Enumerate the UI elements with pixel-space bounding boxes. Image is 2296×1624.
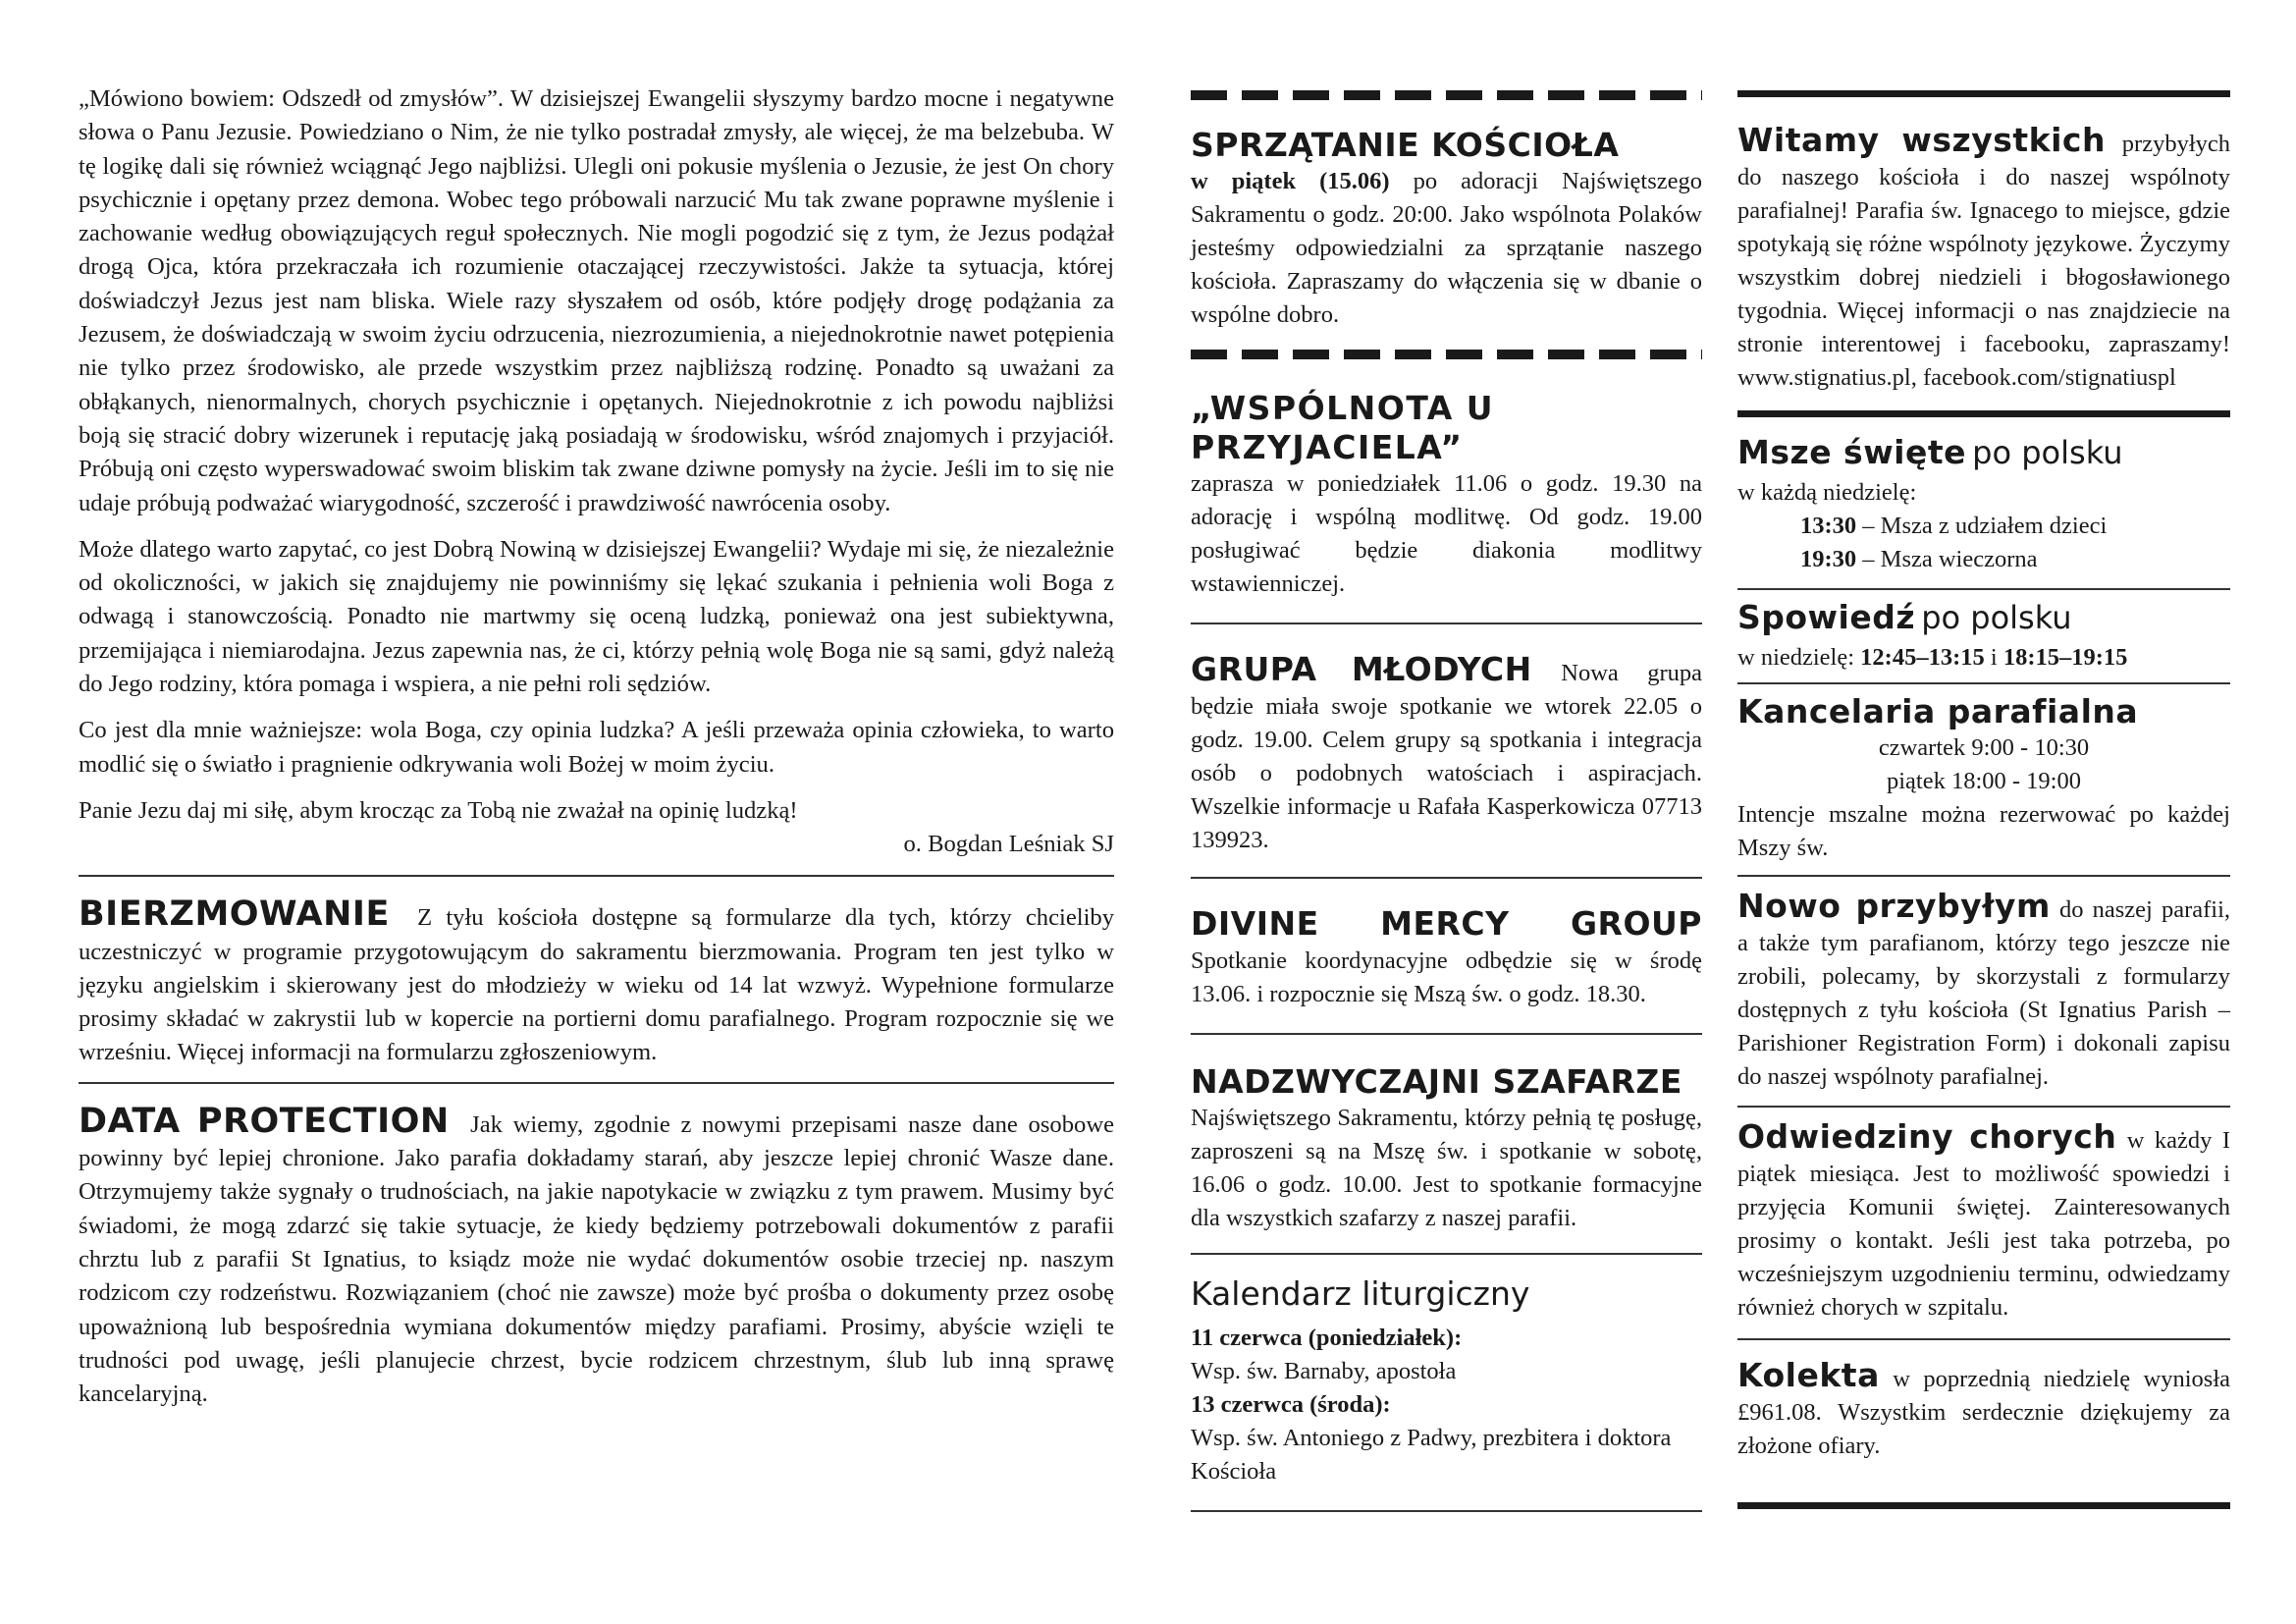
bierzmowanie-section [79,894,1114,1069]
divine-text: Spotkanie koordynacyjne odbędzie się w środę 13.06. i rozpocznie się Mszą św. o godz. 18.30. [1191,947,1702,1007]
divider [1737,875,2230,877]
divider [1191,1253,1702,1255]
divider [1191,1033,1702,1035]
divider [1737,1106,2230,1108]
divider [79,875,1114,877]
szafarze-title: NADZWYCZAJNI SZAFARZE [1191,1062,1682,1101]
nowo-title: Nowo przybyłym [1737,887,2051,925]
witamy-text: przybyłych do naszego kościoła i do naszej wspólnoty parafialnej! Parafia św. Ignacego to miejsce, gdzie spotykają się różne wspólnoty językowe. Życzymy wszystkim dobrej niedzieli i błogosławionego tygodnia. Więcej informacji o nas znajdziecie na stronie interentowej i facebooku, zapraszamy! www.stignatius.pl, facebook.com/stignatiuspl [1737,131,2230,391]
spowiedz-title-light: po polsku [1921,599,2072,636]
kolekta-text: w poprzednią niedzielę wyniosła £961.08. Wszystkim serdecznie dziękujemy za złożone ofiary. [1737,1366,2231,1459]
spowiedz-time-2: 18:15–19:15 [2002,644,2128,671]
kalendarz-text-1: Wsp. św. Barnaby, apostoła [1191,1358,1457,1384]
nowo-section [1737,887,2230,1094]
spowiedz-pre: w niedzielę: [1737,644,1855,671]
data-protection-text: Jak wiemy, zgodnie z nowymi przepisami nasze dane osobowe powinny być lepiej chronione. Jako parafia dokładamy starań, aby jeszcze lepiej chronić Wasze dane. Otrzymujemy także sygnały o trudnościach, na jakie napotykacie w związku z tym prawem. Musimy być świadomi, że mogą zdarzć się takie sytuacje, że kiedy będziemy potrzebowali dokumentów z parafii chrztu lub z parafii St Ignatius, to ksiądz może nie wydać dokumentów osobie trzeciej np. naszym rodzicom czy rodzeństwu. Rozwiązaniem (choć nie zawsze) może być prośba o dokumenty przez osobę upoważnioną lub bespośrednia wymiana dokumentów między parafiami. Prosimy, abyście wzięli te trudności pod uwagę, jeśli planujecie chrzest, bycie rodzicem chrzestnym, ślub lub inną sprawę kancelaryjną. [79,1110,1114,1408]
thick-divider [1737,410,2230,417]
sprzatanie-title: SPRZĄTANIE KOŚCIOŁA [1191,126,1620,164]
sprzatanie-date: w piątek (15.06) [1191,168,1390,194]
kalendarz-date-2: 13 czerwca (środa): [1191,1391,1391,1418]
kalendarz-text-2: Wsp. św. Antoniego z Padwy, prezbitera i doktora Kościoła [1191,1425,1672,1485]
divider [1191,623,1702,624]
nowo-text: do naszej parafii, a także tym parafianom, którzy tego jeszcze nie zrobili, polecamy, by skorzystali z formularzy dostępnych z tyłu kościoła (St Ignatius Parish – Parishioner Registration Form) i dokonali zapisu do naszej wspólnoty parafialnej. [1737,896,2231,1090]
odwiedziny-text: w każdy I piątek miesiąca. Jest to możliwość spowiedzi i przyjęcia Komunii świętej. Zainteresowanych prosimy o kontakt. Jeśli jest taka potrzeba, po wcześniejszym uzgodnieniu terminu, odwiedzamy również chorych w szpitalu. [1737,1127,2230,1321]
spowiedz-section [1737,598,2230,675]
homily-paragraph-3: Co jest dla mnie ważniejsze: wola Boga, czy opinia ludzka? A jeśli przeważa opinia człowieka, to warto modlić się o światło i pragnienie odkrywania woli Bożej w moim życiu. [79,717,1114,778]
homily-paragraph-1: „Mówiono bowiem: Odszedł od zmysłów”. W dzisiejszej Ewangelii słyszymy bardzo mocne i negatywne słowa o Panu Jezusie. Powiedziano o Nim, że nie tylko postradał zmysły, ale więcej, że ma belzebuba. W tę logikę dali się również wciągnąć Jego najbliżsi. Ulegli oni pokusie myślenia o Jezusie, że jest On chory psychicznie i opętany przez demona. Wobec tego próbowali narzucić Mu tak zwane poprawne myślenie i zachowanie według obowiązujących reguł społecznych. Nie mogli pogodzić się z tym, że Jezus podążał drogą Ojca, która przekraczała ich rozumienie otaczającej rzeczywistości. Jakże ta sytuacja, której doświadczył Jezus jest nam bliska. Wiele razy słyszałem od osób, które podjęły drogę podążania za Jezusem, że doświadczają w swoim życiu odrzucenia, niezrozumienia, a niejednokrotnie nawet potępienia nie tylko przez środowisko, ale przede wszystkim przez najbliższą rodzinę. Ponadto są uważani za obłąkanych, nienormalnych, chorych psychicznie i opętanych. Niejednokrotnie z ich powodu najbliżsi boją się stracić dobry wizerunek i reputację jaką posiadają w środowisku, wśród znajomych i przyjaciół. Próbują oni często wyperswadować swoim bliskim tak zwane dziwne pomysły na życie. Jeśli im to się nie udaje próbują podważać wiarygodność, szczerość i prawdziwość nawrócenia osoby. [79,85,1114,516]
homily-paragraph-4: Panie Jezu daj mi siłę, abym krocząc za Tobą nie zważał na opinię ludzką! [79,796,798,824]
msze-section [1737,433,2230,576]
left-column [79,82,1114,1411]
kancelaria-title: Kancelaria parafialna [1737,692,2139,731]
divider [1191,877,1702,879]
kancelaria-section [1737,692,2230,865]
dashed-divider [1191,350,1702,359]
msze-title-light: po polsku [1972,434,2123,471]
msze-text-2: – Msza wieczorna [1862,546,2038,572]
szafarze-text: Najświętszego Sakramentu, którzy pełnią tę posługę, zaproszeni są na Mszę św. i spotkanie w sobotę, 16.06 o godz. 10.00. Jest to spotkanie formacyjne dla wszystkich szafarzy z naszej parafii. [1191,1105,1702,1231]
witamy-section [1737,121,2230,395]
grupa-section [1191,650,1702,857]
kalendarz-date-1: 11 czerwca (poniedziałek): [1191,1325,1463,1351]
homily-paragraph-2: Może dlatego warto zapytać, co jest Dobrą Nowiną w dzisiejszej Ewangelii? Wydaje mi się, że niezależnie od okoliczności, w jakich się znajdujemy nie powinniśmy się lękać szukania i pełnienia woli Boga z odwagą i stanowczością. Ponadto nie martwmy się oceną ludzką, ponieważ ona jest subiektywna, przemijająca i niemiarodajna. Jezus zapewnia nas, że ci, którzy pełnią wolę Boga nie są sami, gdyż należą do Jego rodziny, która pomaga i wspiera, a nie pełni roli sędziów. [79,535,1114,698]
msze-time-2: 19:30 [1800,546,1857,572]
kancelaria-hours-1: czwartek 9:00 - 10:30 [1878,734,2090,761]
spowiedz-time-1: 12:45–13:15 [1860,644,1985,671]
witamy-title: Witamy wszystkich [1737,121,2106,159]
kolekta-section [1737,1356,2230,1463]
thick-divider [1737,90,2230,97]
right-column [1737,0,2230,1509]
sprzatanie-text: po adoracji Najświętszego Sakramentu o godz. 20:00. Jako wspólnota Polaków jesteśmy odpowiedzialni za sprzątanie naszego kościoła. Zapraszamy do włączenia się w dbanie o wspólne dobro. [1191,168,1702,328]
kalendarz-section [1191,1274,1702,1489]
divider [79,1082,1114,1084]
divine-title: DIVINE MERCY GROUP [1191,904,1702,943]
grupa-title: GRUPA MŁODYCH [1191,650,1532,688]
bierzmowanie-text: Z tyłu kościoła dostępne są formularze dla tych, którzy chcieliby uczestniczyć w programie przygotowującym do sakramentu bierzmowania. Program ten jest tylko w języku angielskim i skierowany jest do młodzieży w wieku od 14 lat wzwyż. Wypełnione formularze prosimy składać w zakrystii lub w kopercie na portierni domu parafialnego. Program rozpocznie się we wrześniu. Więcej informacji na formularzu zgłoszeniowym. [79,904,1114,1066]
wspolnota-title: „WSPÓLNOTA U PRZYJACIELA” [1191,389,1495,466]
divider [1191,1510,1702,1512]
data-protection-title: DATA PROTECTION [79,1101,450,1141]
grupa-text: Nowa grupa będzie miała swoje spotkanie we wtorek 22.05 o godz. 19.00. Celem grupy są spotkania i integracja osób o podobnych watościach i aspiracjach. Wszelkie informacje u Rafała Kasperkowicza 07713 139923. [1191,660,1703,853]
divider [1737,588,2230,590]
spowiedz-mid: i [1990,644,1998,671]
msze-text-1: – Msza z udziałem dzieci [1862,513,2108,539]
msze-time-1: 13:30 [1800,513,1857,539]
divider [1737,1338,2230,1340]
wspolnota-section [1191,389,1702,601]
divine-section [1191,904,1702,1011]
kancelaria-text: Intencje mszalne można rezerwować po każdej Mszy św. [1737,801,2230,861]
msze-title: Msze święte [1737,433,1967,471]
data-protection-section [79,1102,1114,1412]
middle-column [1191,0,1702,1512]
odwiedziny-section [1737,1117,2230,1325]
kalendarz-title: Kalendarz liturgiczny [1191,1274,1530,1313]
wspolnota-text: zaprasza w poniedziałek 11.06 o godz. 19.30 na adorację i wspólną modlitwę. Od godz. 19.00 posługiwać będzie diakonia modlitwy wstawienniczej. [1191,470,1702,597]
odwiedziny-title: Odwiedziny chorych [1737,1117,2117,1156]
kolekta-title: Kolekta [1737,1356,1880,1394]
spowiedz-title: Spowiedź [1737,598,1916,636]
sprzatanie-section [1191,126,1702,332]
homily-author: o. Bogdan Leśniak SJ [903,831,1114,858]
dashed-divider [1191,90,1702,100]
divider [1737,682,2230,684]
bierzmowanie-title: BIERZMOWANIE [79,894,390,935]
msze-sub: w każdą niedzielę: [1737,479,1917,506]
kancelaria-hours-2: piątek 18:00 - 19:00 [1886,768,2081,794]
szafarze-section [1191,1062,1702,1235]
thick-divider [1737,1502,2230,1509]
